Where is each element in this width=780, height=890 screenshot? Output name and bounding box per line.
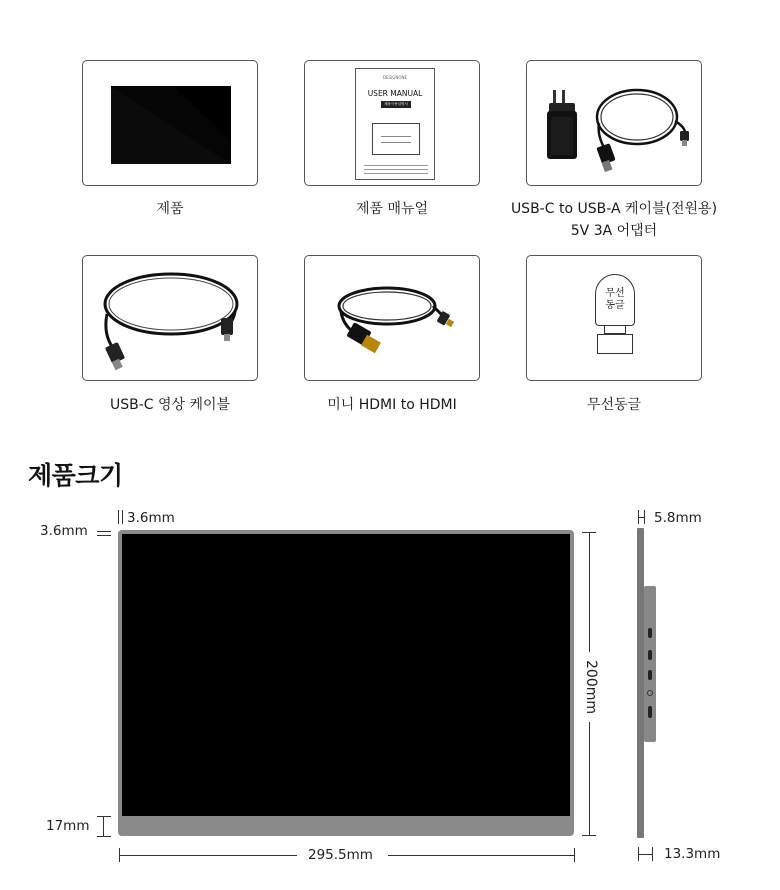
usbc-port-icon [648,628,652,638]
dim-chin: 17mm [46,818,90,834]
adapter-cable-image [527,61,702,186]
dongle-box [526,255,702,381]
dongle-label-2: 동글 [605,300,625,311]
manual-brand: DESIGNONE [382,75,408,80]
dim-depth-bottom: 13.3mm [664,846,721,862]
audio-port-icon [648,706,652,718]
monitor-front-screen [122,534,570,816]
dim-bezel-top: 3.6mm [40,523,88,539]
manual-figure [372,123,420,155]
monitor-front-frame [118,530,574,836]
button-icon [647,690,653,696]
hdmi-cable-box [304,255,480,381]
caption-hdmi-cable: 미니 HDMI to HDMI [327,397,457,413]
dim-height: 200mm [583,660,599,714]
dim-bezel-side: 3.6mm [127,510,175,526]
manual-title: USER MANUAL [367,89,423,98]
dim-depth-top: 5.8mm [654,510,702,526]
dongle-body [595,274,635,326]
caption-usbc-cable: USB-C 영상 케이블 [109,397,231,413]
manual-booklet [355,68,435,180]
monitor-image [83,61,258,186]
caption-manual: 제품 매뉴얼 [355,201,429,217]
usbc-cable-box [82,255,258,381]
manual-label: 제품사용설명서 [381,101,411,108]
monitor-side-view [637,528,644,838]
usbc-cable-image [83,256,258,381]
dim-width: 295.5mm [308,847,373,863]
dongle-label-1: 무선 [605,288,625,299]
hdmi-cable-image [305,256,480,381]
hdmi-port-icon [648,670,652,680]
usbc-port-icon [648,650,652,660]
caption-dongle: 무선동글 [586,397,642,413]
size-section-title: 제품크기 [28,461,123,490]
caption-product: 제품 [156,201,184,217]
monitor-side-ports [644,586,656,742]
manual-box [304,60,480,186]
dongle-connector [597,334,633,354]
dongle-neck [604,326,626,334]
product-box [82,60,258,186]
caption-adapter-line1: USB-C to USB-A 케이블(전원용) [510,201,718,217]
caption-adapter-line2: 5V 3A 어댑터 [570,223,658,239]
adapter-box [526,60,702,186]
